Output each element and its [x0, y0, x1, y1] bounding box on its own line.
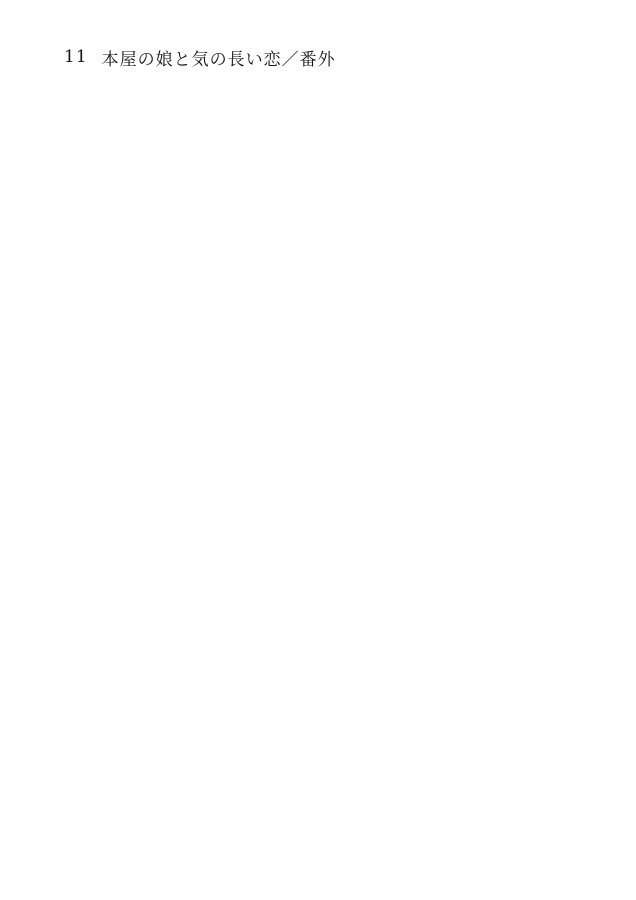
page-header — [64, 42, 336, 72]
running-title: 本屋の娘と気の長い恋／番外 — [101, 49, 336, 70]
page-number: 11 — [64, 47, 88, 67]
body-text — [58, 100, 528, 860]
